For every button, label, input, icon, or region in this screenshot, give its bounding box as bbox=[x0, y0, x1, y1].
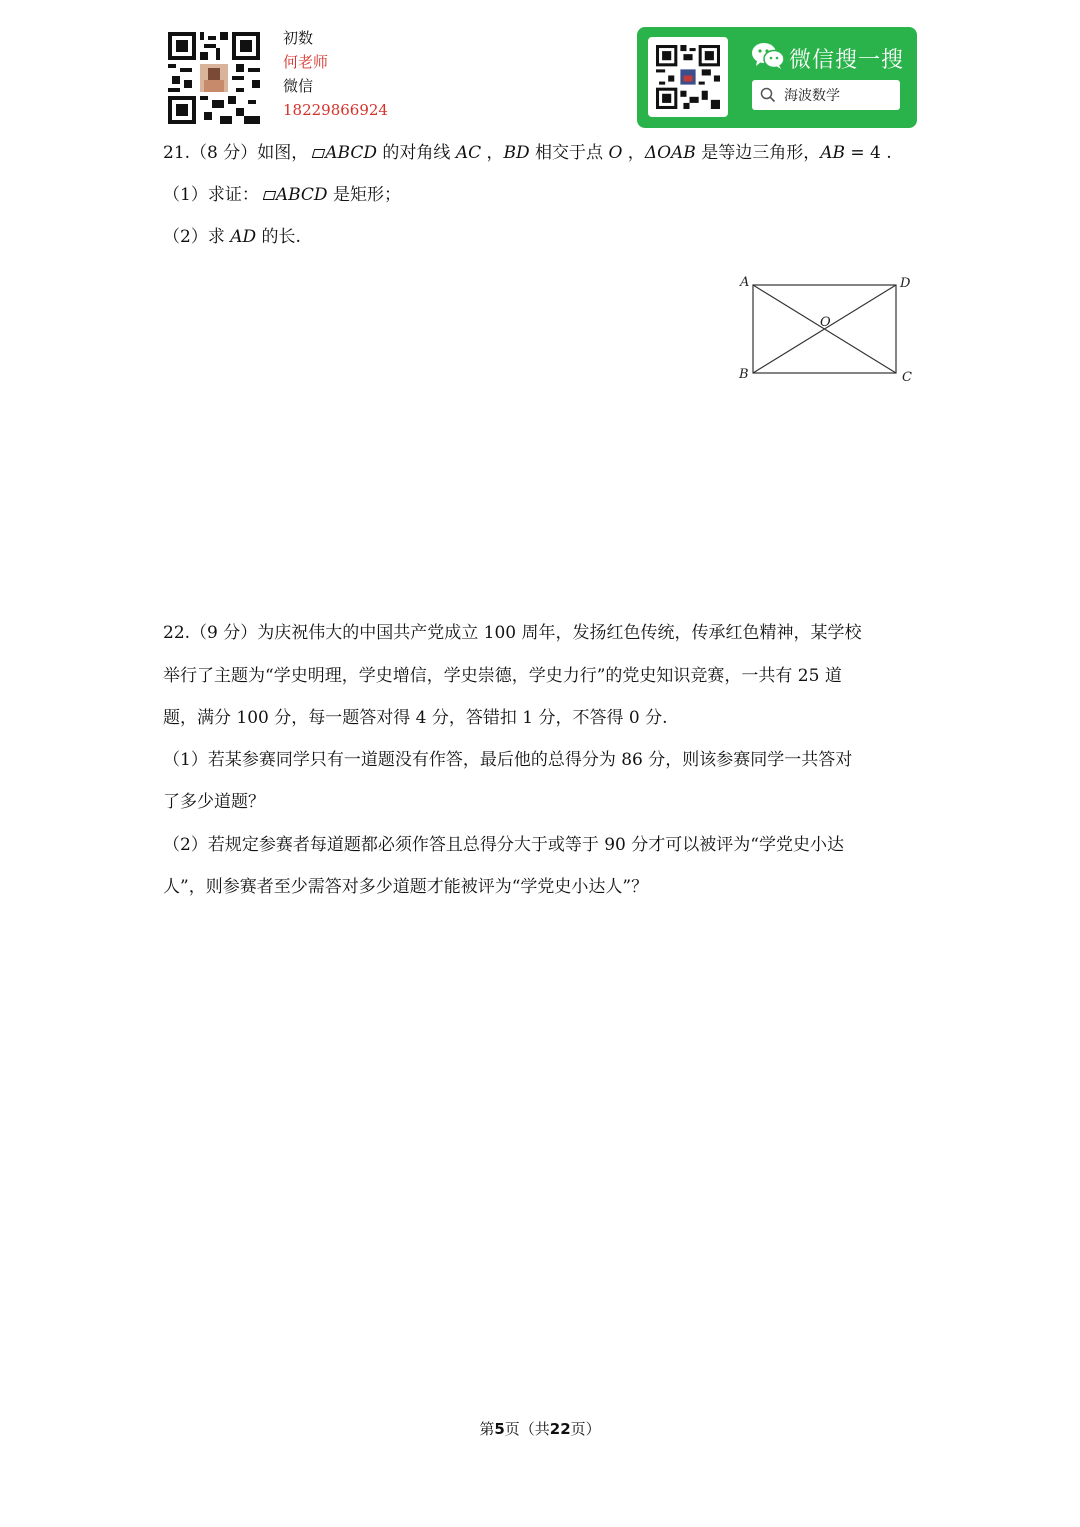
wechat-qr-frame bbox=[648, 37, 728, 117]
label-b: B bbox=[739, 367, 749, 382]
contact-wechat-label: 微信 bbox=[283, 77, 314, 95]
q21-ac: AC bbox=[455, 143, 482, 163]
q21-part-1 bbox=[163, 183, 919, 207]
q22-line-3: 题，满分 100 分，每一题答对得 4 分，答错扣 1 分，不答得 0 分. bbox=[163, 708, 668, 728]
footer-prefix: 第 bbox=[479, 1420, 495, 1438]
parallelogram-symbol bbox=[263, 191, 276, 200]
q21-score: （8 分）如图， bbox=[190, 143, 309, 163]
q21-bd: BD bbox=[503, 143, 530, 163]
q21-text-3: 相交于点 bbox=[529, 143, 609, 163]
wechat-search-field[interactable] bbox=[752, 80, 900, 110]
footer-middle: 页（共 bbox=[504, 1420, 550, 1438]
q22-part-2-line-1: （2）若规定参赛者每道题都必须作答且总得分大于或等于 90 分才可以被评为“学党史小达 bbox=[163, 835, 844, 855]
contact-teacher-name: 何老师 bbox=[283, 53, 329, 71]
q21-stem bbox=[163, 141, 919, 165]
q21-text-4: ， bbox=[622, 143, 645, 163]
label-d: D bbox=[900, 276, 911, 291]
q21-text-2: ， bbox=[481, 143, 504, 163]
teacher-contact bbox=[283, 26, 388, 122]
q22-part-1-line-1: （1）若某参赛同学只有一道题没有作答，最后他的总得分为 86 分，则该参赛同学一共答对 bbox=[163, 750, 853, 770]
label-o: O bbox=[820, 315, 831, 330]
qr-code-icon bbox=[168, 32, 260, 124]
q21-part2-suffix: 的长. bbox=[256, 227, 301, 247]
q21-text-6: = 4 . bbox=[844, 143, 892, 163]
search-icon bbox=[760, 87, 776, 103]
label-c: C bbox=[902, 370, 912, 385]
q22-part-2-line-2: 人”，则参赛者至少需答对多少道题才能被评为“学党史小达人”？ bbox=[163, 877, 649, 897]
q21-part2-prefix: （2）求 bbox=[163, 227, 231, 247]
wechat-search-keyword: 海波数学 bbox=[784, 88, 840, 104]
q22-part-1-line-2: 了多少道题？ bbox=[163, 792, 265, 812]
q21-text-5: 是等边三角形， bbox=[695, 143, 821, 163]
q21-part2-ad: AD bbox=[230, 227, 257, 247]
rectangle-figure bbox=[734, 270, 924, 390]
contact-subject: 初数 bbox=[283, 29, 314, 47]
q21-part1-suffix: 是矩形； bbox=[327, 185, 401, 205]
q21-triangle: ΔOAB bbox=[644, 143, 696, 163]
wechat-search-title: 微信搜一搜 bbox=[789, 48, 905, 73]
parallelogram-symbol bbox=[312, 149, 325, 158]
q21-text-1: 的对角线 bbox=[377, 143, 456, 163]
wechat-search-banner bbox=[637, 27, 917, 128]
total-pages: 22 bbox=[549, 1420, 571, 1438]
q21-ab: AB bbox=[820, 143, 845, 163]
q21-part1-prefix: （1）求证： bbox=[163, 185, 259, 205]
q21-number: 21. bbox=[163, 143, 191, 163]
q21-part1-shape: ABCD bbox=[275, 185, 328, 205]
q21-part-2 bbox=[163, 225, 919, 249]
wechat-logo-icon bbox=[751, 41, 785, 71]
current-page-number: 5 bbox=[494, 1420, 505, 1438]
q21-shape-abcd: ABCD bbox=[325, 143, 378, 163]
q22-line-2: 举行了主题为“学史明理，学史增信，学史崇德，学史力行”的党史知识竞赛，一共有 25 道 bbox=[163, 666, 842, 686]
page-footer bbox=[0, 1418, 1080, 1439]
label-a: A bbox=[740, 275, 750, 290]
q21-o: O bbox=[608, 143, 623, 163]
footer-suffix: 页） bbox=[570, 1420, 601, 1438]
contact-phone: 18229866924 bbox=[283, 101, 388, 119]
wechat-qr-icon bbox=[656, 45, 720, 109]
q22-line-1: 22.（9 分）为庆祝伟大的中国共产党成立 100 周年，发扬红色传统，传承红色精神，某学校 bbox=[163, 623, 862, 643]
